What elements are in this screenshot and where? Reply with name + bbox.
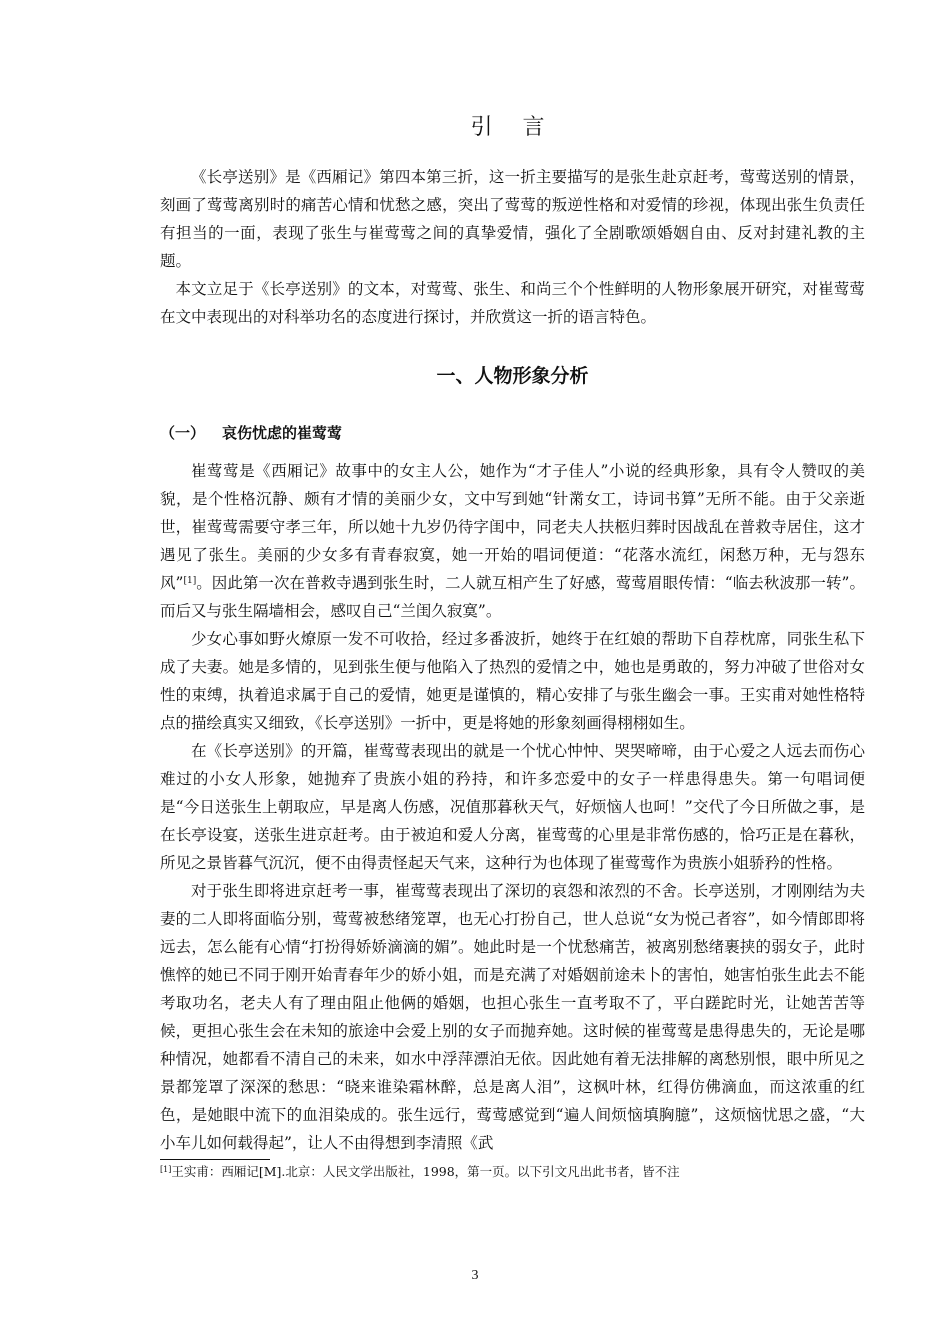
page-content	[160, 110, 865, 1180]
intro-paragraph-1: 《长亭送别》是《西厢记》第四本第三折，这一折主要描写的是张生赴京赶考，莺莺送别的情景，刻画了莺莺离别时的痛苦心情和忧愁之感，突出了莺莺的叛逆性格和对爱情的珍视，体现出张生负责任有担当的一面，表现了张生与崔莺莺之间的真挚爱情，强化了全剧歌颂婚姻自由、反对封建礼教的主题。	[160, 168, 865, 270]
intro-title: 引言	[470, 115, 575, 140]
footnote-reference[interactable]: [1]	[183, 576, 197, 586]
body-paragraph-2: 少女心事如野火燎原一发不可收拾，经过多番波折，她终于在红娘的帮助下自荐枕席，同张生私下成了夫妻。她是多情的，见到张生便与他陷入了热烈的爱情之中，她也是勇敢的，努力冲破了世俗对女性的束缚，执着追求属于自己的爱情，她更是谨慎的，精心安排了与张生幽会一事。王实甫对她性格特点的描绘真实又细致，《长亭送别》一折中，更是将她的形象刻画得栩栩如生。	[160, 630, 865, 732]
page-number: 3	[471, 1268, 479, 1283]
body-paragraph-3: 在《长亭送别》的开篇，崔莺莺表现出的就是一个忧心忡忡、哭哭啼啼，由于心爱之人远去而伤心难过的小女人形象，她抛弃了贵族小姐的矜持，和许多恋爱中的女子一样患得患失。第一句唱词便是“今日送张生上朝取应，早是离人伤感，况值那暮秋天气，好烦恼人也呵！”交代了今日所做之事，是在长亭设宴，送张生进京赶考。由于被迫和爱人分离，崔莺莺的心里是非常伤感的，恰巧正是在暮秋，所见之景皆暮气沉沉，便不由得责怪起天气来，这种行为也体现了崔莺莺作为贵族小姐骄矜的性格。	[160, 742, 865, 872]
body-paragraph-1	[160, 457, 865, 625]
subsection-title: 哀伤忧虑的崔莺莺	[222, 424, 343, 442]
footnote	[160, 1164, 865, 1180]
section-1-title: 一、人物形象分析	[436, 365, 589, 387]
footnote-divider	[160, 1159, 270, 1160]
body-paragraph-1-part2: 。因此第一次在普救寺遇到张生时，二人就互相产生了好感，莺莺眉眼传情：“临去秋波那一转”。而后又与张生隔墙相会，感叹自己“兰闺久寂寞”。	[160, 574, 865, 620]
body-paragraph-4: 对于张生即将进京赶考一事，崔莺莺表现出了深切的哀怨和浓烈的不舍。长亭送别，才刚刚结为夫妻的二人即将面临分别，莺莺被愁绪笼罩，也无心打扮自己，世人总说“女为悦己者容”，如今情郎即将远去，怎么能有心情“打扮得娇娇滴滴的媚”。她此时是一个忧愁痛苦，被离别愁绪裹挟的弱女子，此时憔悴的她已不同于刚开始青春年少的娇小姐，而是充满了对婚姻前途未卜的害怕，她害怕张生此去不能考取功名，老夫人有了理由阻止他俩的婚姻，也担心张生一直考取不了，平白蹉跎时光，让她苦苦等候，更担心张生会在未知的旅途中会爱上别的女子而抛弃她。这时候的崔莺莺是患得患失的，无论是哪种情况，她都看不清自己的未来，如水中浮萍漂泊无依。因此她有着无法排解的离愁别恨，眼中所见之景都笼罩了深深的愁思：“晓来谁染霜林醉，总是离人泪”，这枫叶林，红得仿佛滴血，而这浓重的红色，是她眼中流下的血泪染成的。张生远行，莺莺感觉到“遍人间烦恼填胸臆”，这烦恼忧思之盛，“大小车儿如何载得起”，让人不由得想到李清照《武	[160, 882, 865, 1152]
intro-paragraph-2: 本文立足于《长亭送别》的文本，对莺莺、张生、和尚三个个性鲜明的人物形象展开研究，对崔莺莺在文中表现出的对科举功名的态度进行探讨，并欣赏这一折的语言特色。	[160, 280, 865, 326]
footnote-text: 王实甫：西厢记[M].北京：人民文学出版社，1998，第一页。以下引文凡出此书者，皆不注	[171, 1164, 680, 1179]
body-paragraph-1-part1: 崔莺莺是《西厢记》故事中的女主人公，她作为“才子佳人”小说的经典形象，具有令人赞叹的美貌，是个性格沉静、颇有才情的美丽少女，文中写到她“针黹女工，诗词书算”无所不能。由于父亲逝世，崔莺莺需要守孝三年，所以她十九岁仍待字闺中，同老夫人扶柩归葬时因战乱在普救寺居住，这才遇见了张生。美丽的少女多有青春寂寞，她一开始的唱词便道：“花落水流红，闲愁万种，无与怨东风”	[160, 462, 865, 592]
subsection-number: （一）	[160, 424, 206, 442]
subsection-heading	[160, 422, 865, 443]
footnote-marker: [1]	[160, 1165, 172, 1174]
